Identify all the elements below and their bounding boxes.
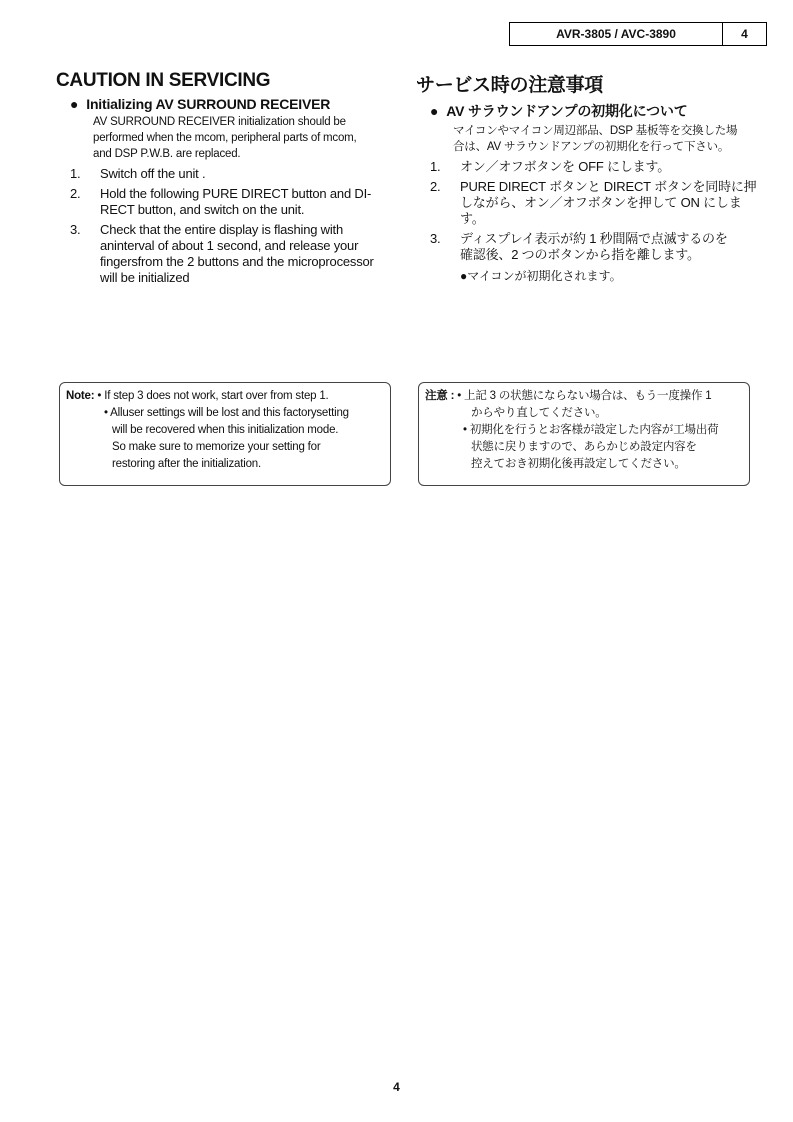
japanese-note-box [418,382,750,486]
footer-page-number: 4 [393,1080,400,1094]
header-box [509,22,767,46]
japanese-title: サービス時の注意事項 [416,75,604,96]
step-3 [56,222,401,286]
step-line: ディスプレイ表示が約 1 秒間隔で点滅するのを [460,231,728,246]
step-line: PURE DIRECT ボタンと DIRECT ボタンを同時に押 [460,179,757,194]
note-label: 注意 : [425,390,455,402]
step-line: す。 [460,211,485,226]
note-text: • If step 3 does not work, start over from step 1. [97,390,329,402]
step-text [460,159,761,175]
note-line: restoring after the initialization. [112,458,261,470]
note-text: • 上記 3 の状態にならない場合は、もう一度操作 1 [457,390,712,402]
note-line: からやり直してください。 [471,407,607,419]
description-line: マイコンやマイコン周辺部品、DSP 基板等を交換した場 [453,125,738,137]
note-line [66,388,384,405]
note-line: will be recovered when this initialization mode. [112,424,339,436]
description-line: and DSP P.W.B. are replaced. [93,148,241,160]
english-subtitle-text: Initializing AV SURROUND RECEIVER [86,96,331,112]
english-steps [56,166,401,286]
step-line: 確認後、2 つのボタンから指を離します。 [460,247,700,262]
japanese-subtitle [430,101,761,121]
step-2 [416,179,761,227]
step-line: Check that the entire display is flashing with [100,222,343,237]
step-text [100,186,401,218]
step-line: will be initialized [100,270,190,285]
english-column [56,70,401,290]
step-number: 3. [70,222,81,237]
note-line: • 初期化を行うとお客様が設定した内容が工場出荷 [463,424,719,436]
english-note-box [59,382,391,486]
note-line: 控えておき初期化後再設定してください。 [471,458,686,470]
step-line: Hold the following PURE DIRECT button and DI- [100,186,372,201]
note-line: 状態に戻りますので、あらかじめ設定内容を [471,441,697,453]
header-page-number: 4 [741,27,748,41]
step-number: 2. [70,186,81,201]
step-line: オン／オフボタンを OFF にします。 [460,159,670,174]
step-line: fingersfrom the 2 buttons and the microprocessor [100,254,374,269]
step-line: しながら、オン／オフボタンを押して ON にしま [460,195,742,210]
description-line: 合は、AV サラウンドアンプの初期化を行って下さい。 [453,141,730,153]
step-2 [56,186,401,218]
english-subtitle [70,96,401,112]
japanese-column [416,70,761,284]
model-number: AVR-3805 / AVC-3890 [510,23,723,45]
japanese-steps [416,159,761,263]
english-description [93,114,401,162]
step-text [100,222,401,286]
japanese-step-note: ●マイコンが初期化されます。 [460,269,622,283]
step-1 [56,166,401,182]
step-text [100,166,401,182]
step-line: Switch off the unit . [100,166,206,181]
step-text [460,231,761,263]
step-line: RECT button, and switch on the unit. [100,202,305,217]
step-text [460,179,761,227]
bullet-icon: ● [70,96,79,112]
step-3 [416,231,761,263]
note-line [425,388,743,405]
description-line: performed when the mcom, peripheral parts of mcom, [93,132,357,144]
step-1 [416,159,761,175]
step-number: 1. [70,166,81,181]
note-line: So make sure to memorize your setting for [112,441,321,453]
step-number: 2. [430,179,441,194]
note-label: Note: [66,390,95,402]
step-number: 3. [430,231,441,246]
japanese-description [453,123,761,155]
english-title: CAUTION IN SERVICING [56,70,271,91]
bullet-icon: ● [430,103,439,119]
description-line: AV SURROUND RECEIVER initialization should be [93,116,346,128]
step-line: aninterval of about 1 second, and release your [100,238,359,253]
note-line: • Alluser settings will be lost and this factorysetting [104,407,349,419]
japanese-subtitle-text: AV サラウンドアンプの初期化について [446,103,688,119]
step-number: 1. [430,159,441,174]
